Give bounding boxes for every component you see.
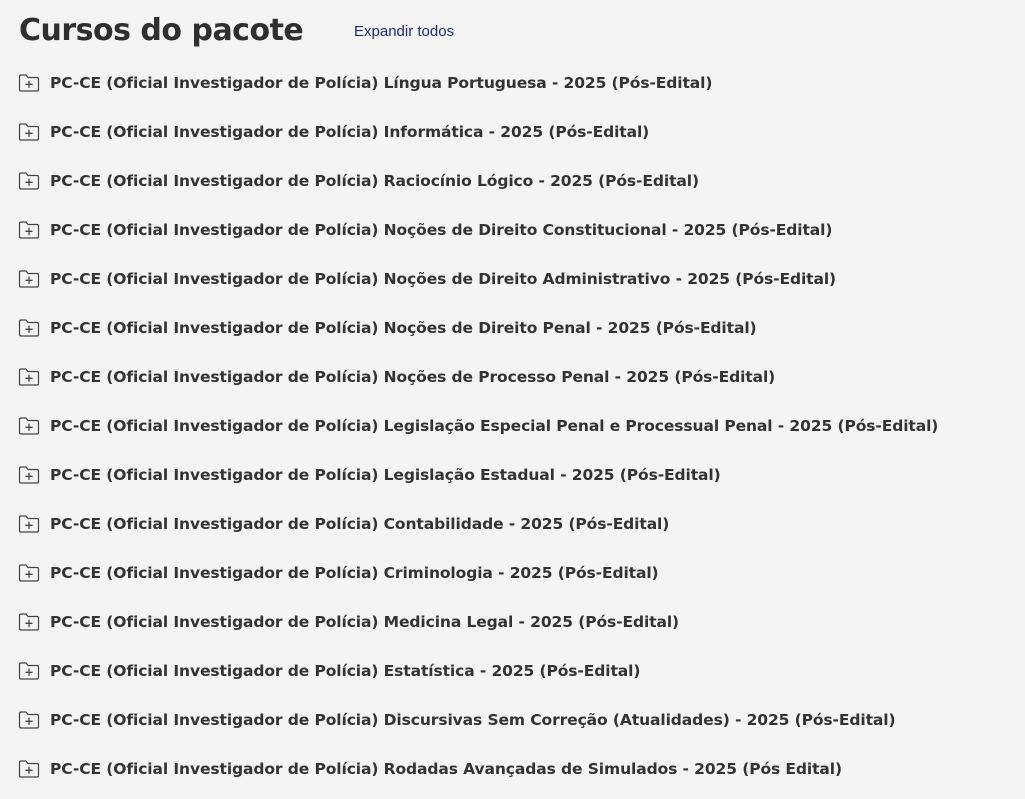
- course-item[interactable]: [18, 352, 1008, 401]
- course-item[interactable]: [18, 303, 1008, 352]
- course-item[interactable]: [18, 695, 1008, 744]
- course-title[interactable]: PC-CE (Oficial Investigador de Polícia) Noções de Direito Constitucional - 2025 (Pós-Edital): [50, 220, 833, 239]
- page-title: Cursos do pacote: [19, 12, 304, 48]
- course-item[interactable]: [18, 450, 1008, 499]
- course-title[interactable]: PC-CE (Oficial Investigador de Polícia) Legislação Especial Penal e Processual Penal - 2025 (Pós-Edital): [50, 416, 939, 435]
- course-title[interactable]: PC-CE (Oficial Investigador de Polícia) Legislação Estadual - 2025 (Pós-Edital): [50, 465, 721, 484]
- folder-plus-icon[interactable]: [18, 220, 40, 240]
- course-title[interactable]: PC-CE (Oficial Investigador de Polícia) Medicina Legal - 2025 (Pós-Edital): [50, 612, 680, 631]
- course-item[interactable]: [18, 548, 1008, 597]
- course-item[interactable]: [18, 646, 1008, 695]
- course-title[interactable]: PC-CE (Oficial Investigador de Polícia) Criminologia - 2025 (Pós-Edital): [50, 563, 659, 582]
- course-item[interactable]: [18, 58, 1008, 107]
- page-header: [19, 8, 303, 52]
- course-title[interactable]: PC-CE (Oficial Investigador de Polícia) Contabilidade - 2025 (Pós-Edital): [50, 514, 670, 533]
- course-item[interactable]: [18, 254, 1008, 303]
- folder-plus-icon[interactable]: [18, 514, 40, 534]
- course-title[interactable]: PC-CE (Oficial Investigador de Polícia) Rodadas Avançadas de Simulados - 2025 (Pós Edital): [50, 759, 842, 778]
- folder-plus-icon[interactable]: [18, 318, 40, 338]
- folder-plus-icon[interactable]: [18, 612, 40, 632]
- folder-plus-icon[interactable]: [18, 661, 40, 681]
- course-title[interactable]: PC-CE (Oficial Investigador de Polícia) Informática - 2025 (Pós-Edital): [50, 122, 650, 141]
- course-title[interactable]: PC-CE (Oficial Investigador de Polícia) Noções de Processo Penal - 2025 (Pós-Edital): [50, 367, 776, 386]
- folder-plus-icon[interactable]: [18, 122, 40, 142]
- course-item[interactable]: [18, 107, 1008, 156]
- course-item[interactable]: [18, 156, 1008, 205]
- course-item[interactable]: [18, 597, 1008, 646]
- course-title[interactable]: PC-CE (Oficial Investigador de Polícia) Noções de Direito Penal - 2025 (Pós-Edital): [50, 318, 757, 337]
- folder-plus-icon[interactable]: [18, 73, 40, 93]
- folder-plus-icon[interactable]: [18, 269, 40, 289]
- folder-plus-icon[interactable]: [18, 759, 40, 779]
- folder-plus-icon[interactable]: [18, 563, 40, 583]
- course-title[interactable]: PC-CE (Oficial Investigador de Polícia) Raciocínio Lógico - 2025 (Pós-Edital): [50, 171, 699, 190]
- course-item[interactable]: [18, 499, 1008, 548]
- course-item[interactable]: [18, 401, 1008, 450]
- folder-plus-icon[interactable]: [18, 171, 40, 191]
- folder-plus-icon[interactable]: [18, 416, 40, 436]
- folder-plus-icon[interactable]: [18, 465, 40, 485]
- course-list: [18, 58, 1008, 793]
- course-title[interactable]: PC-CE (Oficial Investigador de Polícia) Língua Portuguesa - 2025 (Pós-Edital): [50, 73, 713, 92]
- folder-plus-icon[interactable]: [18, 367, 40, 387]
- course-item[interactable]: [18, 744, 1008, 793]
- expand-all-link[interactable]: Expandir todos: [354, 23, 455, 40]
- folder-plus-icon[interactable]: [18, 710, 40, 730]
- course-title[interactable]: PC-CE (Oficial Investigador de Polícia) Noções de Direito Administrativo - 2025 (Pós-Edital): [50, 269, 837, 288]
- course-title[interactable]: PC-CE (Oficial Investigador de Polícia) Discursivas Sem Correção (Atualidades) - 2025 (Pós-Edital): [50, 710, 896, 729]
- course-title[interactable]: PC-CE (Oficial Investigador de Polícia) Estatística - 2025 (Pós-Edital): [50, 661, 641, 680]
- course-item[interactable]: [18, 205, 1008, 254]
